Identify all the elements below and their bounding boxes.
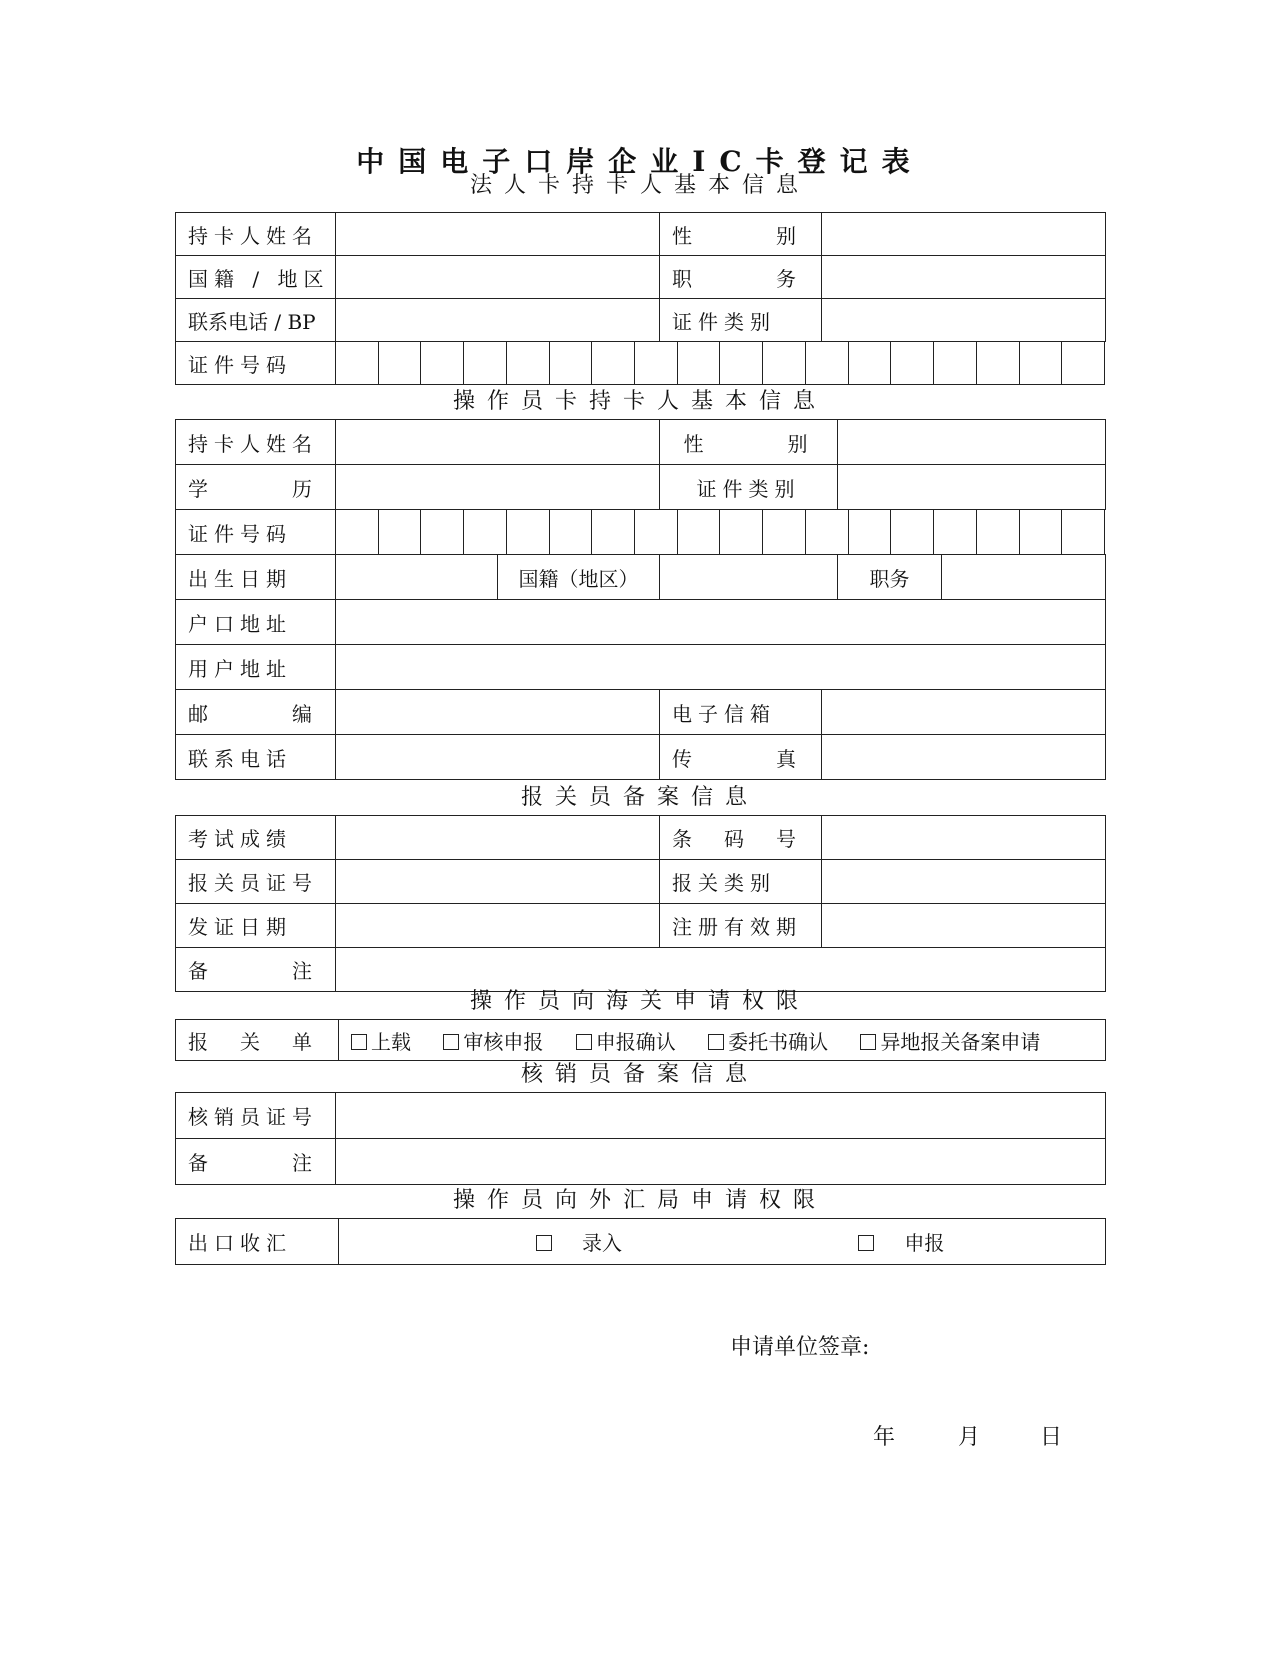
legal-id-number-row: [176, 342, 1105, 385]
operator-phone-field[interactable]: [336, 735, 660, 780]
id-digit-cell[interactable]: [848, 342, 891, 385]
id-digit-cell[interactable]: [421, 342, 464, 385]
operator-id-number-table: [175, 509, 1105, 555]
verifier-remarks-field[interactable]: [336, 1139, 1106, 1185]
operator-phone-label: 联系电话: [176, 735, 336, 780]
id-digit-cell[interactable]: [506, 342, 549, 385]
verifier-table: [175, 1092, 1106, 1185]
id-digit-cell[interactable]: [1062, 510, 1105, 555]
id-digit-cell[interactable]: [934, 342, 977, 385]
customs-info-table: [175, 815, 1106, 992]
permissions-label: 报 关 单: [176, 1020, 339, 1061]
id-digit-cell[interactable]: [421, 510, 464, 555]
customs-exam-score-field[interactable]: [336, 816, 660, 860]
id-digit-cell[interactable]: [336, 510, 379, 555]
forex-option[interactable]: [536, 1227, 622, 1256]
id-digit-cell[interactable]: [805, 510, 848, 555]
operator-education-label: 学 历: [176, 465, 336, 510]
operator-nationality-field[interactable]: [660, 555, 838, 600]
legal-gender-field[interactable]: [822, 213, 1106, 256]
verifier-section-heading: 核销员备案信息: [520, 1062, 759, 1087]
id-digit-cell[interactable]: [891, 342, 934, 385]
id-digit-cell[interactable]: [677, 342, 720, 385]
id-digit-cell[interactable]: [549, 510, 592, 555]
legal-info-table: [175, 212, 1106, 342]
id-digit-cell[interactable]: [677, 510, 720, 555]
forex-table: [175, 1218, 1106, 1265]
customs-section-heading: 报关员备案信息: [520, 785, 759, 810]
legal-id-type-field[interactable]: [822, 299, 1106, 342]
operator-fax-label: 传 真: [660, 735, 822, 780]
permission-option[interactable]: [708, 1030, 828, 1054]
id-digit-cell[interactable]: [592, 342, 635, 385]
date-month-label: 月: [958, 1425, 981, 1450]
applicant-signature-label: 申请单位签章:: [730, 1335, 870, 1360]
operator-fax-field[interactable]: [822, 735, 1106, 780]
forex-option-label: 申报: [904, 1231, 945, 1255]
id-digit-cell[interactable]: [464, 510, 507, 555]
customs-remarks-field[interactable]: [336, 948, 1106, 992]
legal-name-field[interactable]: [336, 213, 660, 256]
verifier-remarks-label: 备 注: [176, 1139, 336, 1185]
permission-option-label: 申报确认: [595, 1029, 676, 1054]
forex-options: [339, 1219, 1106, 1265]
operator-position-field[interactable]: [942, 555, 1106, 600]
id-digit-cell[interactable]: [891, 510, 934, 555]
id-digit-cell[interactable]: [1019, 342, 1062, 385]
id-digit-cell[interactable]: [378, 342, 421, 385]
customs-validity-label: 注册有效期: [660, 904, 822, 948]
permission-option-label: 委托书确认: [728, 1029, 829, 1054]
id-digit-cell[interactable]: [805, 342, 848, 385]
operator-user-address-field[interactable]: [336, 645, 1106, 690]
checkbox-icon[interactable]: [708, 1034, 724, 1050]
operator-name-label: 持卡人姓名: [176, 420, 336, 465]
customs-type-label: 报关类别: [660, 860, 822, 904]
verifier-cert-no-label: 核销员证号: [176, 1093, 336, 1139]
id-digit-cell[interactable]: [976, 510, 1019, 555]
legal-section-heading: 法人卡持卡人基本信息: [469, 173, 810, 198]
id-digit-cell[interactable]: [848, 510, 891, 555]
id-digit-cell[interactable]: [1062, 342, 1105, 385]
id-digit-cell[interactable]: [763, 510, 806, 555]
customs-cert-no-field[interactable]: [336, 860, 660, 904]
id-digit-cell[interactable]: [464, 342, 507, 385]
permissions-table: [175, 1019, 1106, 1061]
operator-education-field[interactable]: [336, 465, 660, 510]
legal-position-field[interactable]: [822, 256, 1106, 299]
id-digit-cell[interactable]: [934, 510, 977, 555]
id-digit-cell[interactable]: [720, 510, 763, 555]
date-day-label: 日: [1040, 1425, 1063, 1450]
legal-phone-field[interactable]: [336, 299, 660, 342]
legal-nationality-field[interactable]: [336, 256, 660, 299]
verifier-cert-no-field[interactable]: [336, 1093, 1106, 1139]
checkbox-icon[interactable]: [858, 1235, 874, 1251]
checkbox-icon[interactable]: [351, 1034, 367, 1050]
operator-id-type-label: 证件类别: [660, 465, 838, 510]
forex-section-heading: 操作员向外汇局申请权限: [452, 1188, 827, 1213]
operator-birth-field[interactable]: [336, 555, 498, 600]
customs-exam-score-label: 考试成绩: [176, 816, 336, 860]
operator-nationality-label: 国籍（地区）: [498, 555, 660, 600]
legal-gender-label: 性 别: [660, 213, 822, 256]
legal-id-number-label: 证件号码: [176, 342, 336, 385]
id-digit-cell[interactable]: [1019, 510, 1062, 555]
checkbox-icon[interactable]: [860, 1034, 876, 1050]
customs-remarks-label: 备 注: [176, 948, 336, 992]
operator-gender-field[interactable]: [838, 420, 1106, 465]
permissions-section-heading: 操作员向海关申请权限: [469, 989, 810, 1014]
id-digit-cell[interactable]: [549, 342, 592, 385]
operator-address-table: [175, 599, 1106, 780]
operator-name-field[interactable]: [336, 420, 660, 465]
id-digit-cell[interactable]: [976, 342, 1019, 385]
operator-birth-label: 出生日期: [176, 555, 336, 600]
forex-option-label: 录入: [582, 1231, 622, 1255]
permission-option[interactable]: [351, 1030, 411, 1054]
operator-id-number-row: [176, 510, 1105, 555]
legal-nationality-label: 国籍 / 地区: [176, 256, 336, 299]
permission-option-label: 审核申报: [463, 1029, 544, 1054]
operator-id-number-label: 证件号码: [176, 510, 336, 555]
id-digit-cell[interactable]: [506, 510, 549, 555]
customs-cert-no-label: 报关员证号: [176, 860, 336, 904]
operator-position-label: 职务: [838, 555, 942, 600]
id-digit-cell[interactable]: [635, 510, 678, 555]
customs-type-field[interactable]: [822, 860, 1106, 904]
operator-birth-table: [175, 554, 1106, 600]
checkbox-icon[interactable]: [536, 1235, 552, 1251]
id-digit-cell[interactable]: [720, 342, 763, 385]
permission-option-label: 异地报关备案申请: [880, 1029, 1041, 1054]
legal-name-label: 持卡人姓名: [176, 213, 336, 256]
operator-postcode-label: 邮 编: [176, 690, 336, 735]
checkbox-icon[interactable]: [443, 1034, 459, 1050]
customs-barcode-field[interactable]: [822, 816, 1106, 860]
customs-issue-date-field[interactable]: [336, 904, 660, 948]
operator-household-address-field[interactable]: [336, 600, 1106, 645]
legal-phone-label: 联系电话 / BP: [176, 299, 336, 342]
forex-label: 出口收汇: [176, 1219, 339, 1265]
customs-issue-date-label: 发证日期: [176, 904, 336, 948]
operator-info-table: [175, 419, 1106, 510]
permission-option-label: 上载: [371, 1029, 411, 1054]
forex-option[interactable]: [858, 1227, 944, 1256]
operator-postcode-field[interactable]: [336, 690, 660, 735]
permission-option[interactable]: [576, 1030, 676, 1054]
permission-option[interactable]: [860, 1030, 1040, 1054]
date-year-label: 年: [873, 1425, 896, 1450]
legal-id-number-table: [175, 341, 1105, 385]
checkbox-icon[interactable]: [576, 1034, 592, 1050]
id-digit-cell[interactable]: [592, 510, 635, 555]
id-digit-cell[interactable]: [635, 342, 678, 385]
operator-email-label: 电子信箱: [660, 690, 822, 735]
legal-position-label: 职 务: [660, 256, 822, 299]
form-title: 中国电子口岸企业IC卡登记表: [356, 145, 924, 178]
permission-option[interactable]: [443, 1030, 543, 1054]
operator-user-address-label: 用户地址: [176, 645, 336, 690]
id-digit-cell[interactable]: [378, 510, 421, 555]
id-digit-cell[interactable]: [763, 342, 806, 385]
customs-barcode-label: 条 码 号: [660, 816, 822, 860]
customs-validity-field[interactable]: [822, 904, 1106, 948]
permissions-options: [339, 1020, 1106, 1061]
operator-household-address-label: 户口地址: [176, 600, 336, 645]
legal-id-type-label: 证件类别: [660, 299, 822, 342]
operator-email-field[interactable]: [822, 690, 1106, 735]
operator-gender-label: 性 别: [660, 420, 838, 465]
operator-section-heading: 操作员卡持卡人基本信息: [452, 389, 827, 414]
operator-id-type-field[interactable]: [838, 465, 1106, 510]
id-digit-cell[interactable]: [336, 342, 379, 385]
